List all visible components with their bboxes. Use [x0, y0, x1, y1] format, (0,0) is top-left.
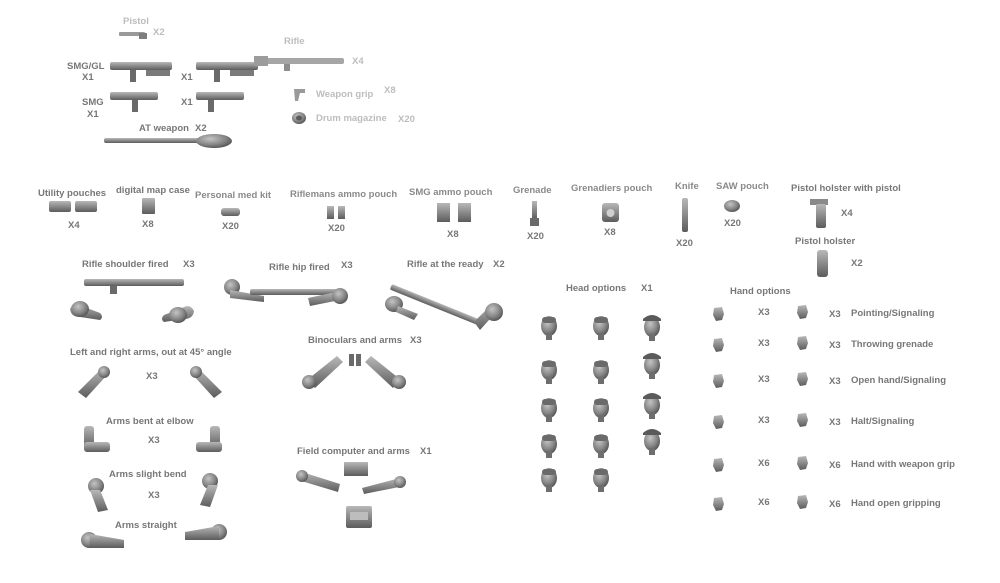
hand-part-a	[712, 496, 728, 514]
grenadiers-pouch-part	[602, 203, 620, 223]
knife-label: Knife	[675, 181, 699, 192]
heads-grid	[538, 312, 668, 498]
grenadiers-pouch-label: Grenadiers pouch	[571, 183, 653, 194]
med-kit-count: X20	[222, 221, 239, 232]
gripping-hand-icon	[712, 496, 728, 514]
rifle-shoulder-part	[70, 275, 200, 335]
hand-count-a: X3	[758, 338, 770, 349]
straight-label: Arms straight	[115, 520, 177, 531]
rifle-count: X4	[352, 56, 364, 67]
holster-part	[816, 250, 830, 278]
drum-magazine-count: X20	[398, 114, 415, 125]
hand-label: Open hand/Signaling	[851, 375, 946, 386]
hand-part-b	[796, 371, 812, 389]
slight-bend-label: Arms slight bend	[109, 469, 187, 480]
rifle-ready-label: Rifle at the ready	[407, 259, 484, 270]
pointing-hand-icon	[796, 304, 812, 322]
open-hand-icon	[712, 373, 728, 391]
utility-pouches-part	[49, 201, 99, 213]
weapon-grip-label: Weapon grip	[316, 89, 374, 100]
holster-count: X2	[851, 258, 863, 269]
at-weapon-part	[104, 133, 234, 149]
grenade-hand-icon	[712, 337, 728, 355]
grenadiers-pouch-count: X8	[604, 227, 616, 238]
map-case-part	[142, 198, 156, 215]
hand-count-a: X3	[758, 415, 770, 426]
holster-pistol-label: Pistol holster with pistol	[791, 183, 901, 194]
grip-hand-icon	[712, 457, 728, 475]
straight-left-part	[80, 530, 128, 554]
hand-count-a: X3	[758, 374, 770, 385]
binoculars-label: Binoculars and arms	[308, 335, 402, 346]
rifle-hip-count: X3	[341, 260, 353, 271]
hand-label: Throwing grenade	[851, 339, 934, 350]
smg-part-b	[196, 88, 248, 114]
hand-label: Hand with weapon grip	[851, 459, 955, 470]
heads-count: X1	[641, 283, 653, 294]
angle45-left-part	[76, 366, 110, 400]
binoculars-part	[301, 350, 407, 390]
map-case-count: X8	[142, 219, 154, 230]
bent-elbow-count: X3	[148, 435, 160, 446]
holster-label: Pistol holster	[795, 236, 856, 247]
hand-count-b: X6	[829, 499, 841, 510]
smg-gl-part-a	[110, 58, 176, 84]
open-hand-icon	[796, 371, 812, 389]
field-computer-count: X1	[420, 446, 432, 457]
hand-label: Halt/Signaling	[851, 416, 915, 427]
map-case-label: digital map case	[116, 185, 190, 196]
smg-gl-part-b	[196, 58, 262, 84]
hand-part-a	[712, 337, 728, 355]
angle45-label: Left and right arms, out at 45° angle	[70, 347, 232, 358]
grip-hand-icon	[796, 455, 812, 473]
med-kit-part	[221, 207, 241, 217]
hand-part-b	[796, 412, 812, 430]
saw-pouch-count: X20	[724, 218, 741, 229]
straight-right-part	[181, 522, 229, 546]
knife-part	[681, 198, 689, 234]
hand-part-b	[796, 335, 812, 353]
smg-count-b: X1	[181, 97, 193, 108]
utility-pouches-count: X4	[68, 220, 80, 231]
bent-elbow-left-part	[82, 424, 112, 456]
hand-label: Pointing/Signaling	[851, 308, 935, 319]
rifle-hip-part	[224, 278, 352, 318]
fist-hand-icon	[796, 412, 812, 430]
drum-magazine-label: Drum magazine	[316, 113, 387, 124]
hand-count-b: X3	[829, 309, 841, 320]
hand-count-a: X6	[758, 458, 770, 469]
riflemans-pouch-count: X20	[328, 223, 345, 234]
hands-title: Hand options	[730, 286, 791, 297]
knife-count: X20	[676, 238, 693, 249]
rifle-ready-part	[382, 274, 506, 340]
hand-count-b: X3	[829, 376, 841, 387]
bent-elbow-label: Arms bent at elbow	[106, 416, 194, 427]
hand-part-a	[712, 373, 728, 391]
at-weapon-count: X2	[195, 123, 207, 134]
drum-magazine-part	[291, 111, 307, 125]
utility-pouches-label: Utility pouches	[38, 188, 107, 199]
at-weapon-label: AT weapon	[139, 123, 189, 134]
pointing-hand-icon	[712, 306, 728, 324]
hand-count-b: X3	[829, 340, 841, 351]
field-computer-label: Field computer and arms	[297, 446, 410, 457]
pistol-count: X2	[153, 27, 165, 38]
smg-pouch-label: SMG ammo pouch	[409, 187, 493, 198]
smg-count-a: X1	[87, 109, 99, 120]
angle45-count: X3	[146, 371, 158, 382]
smg-gl-label: SMG/GL	[67, 61, 105, 72]
riflemans-pouch-part	[327, 206, 347, 220]
angle45-right-part	[190, 366, 224, 400]
slight-bend-left-part	[86, 478, 118, 514]
saw-pouch-label: SAW pouch	[716, 181, 769, 192]
heads-label: Head options	[566, 283, 627, 294]
hand-count-b: X6	[829, 460, 841, 471]
gripping-hand-icon	[796, 494, 812, 512]
hand-label: Hand open gripping	[851, 498, 941, 509]
smg-gl-count-a: X1	[82, 72, 94, 83]
weapon-grip-part	[293, 88, 307, 102]
grenade-part	[530, 201, 540, 227]
rifle-part	[254, 54, 346, 72]
smg-label: SMG	[82, 97, 104, 108]
grenade-count: X20	[527, 231, 544, 242]
hand-part-a	[712, 306, 728, 324]
rifle-ready-count: X2	[493, 259, 505, 270]
saw-pouch-part	[723, 199, 741, 213]
grenade-hand-icon	[796, 335, 812, 353]
rifle-shoulder-count: X3	[183, 259, 195, 270]
smg-pouch-part	[437, 203, 473, 223]
hand-count-a: X3	[758, 307, 770, 318]
fist-hand-icon	[712, 414, 728, 432]
hand-count-a: X6	[758, 497, 770, 508]
hand-part-b	[796, 304, 812, 322]
pistol-part	[119, 30, 151, 40]
bent-elbow-right-part	[194, 424, 224, 456]
slight-bend-right-part	[190, 473, 222, 509]
binoculars-count: X3	[410, 335, 422, 346]
hand-count-b: X3	[829, 417, 841, 428]
slight-bend-count: X3	[148, 490, 160, 501]
holster-pistol-part	[810, 199, 830, 229]
smg-gl-count-b: X1	[181, 72, 193, 83]
hand-part-a	[712, 414, 728, 432]
hand-part-b	[796, 494, 812, 512]
smg-pouch-count: X8	[447, 229, 459, 240]
pistol-label: Pistol	[123, 16, 149, 27]
hand-part-b	[796, 455, 812, 473]
med-kit-label: Personal med kit	[195, 190, 272, 201]
smg-part-a	[110, 88, 162, 114]
rifle-shoulder-label: Rifle shoulder fired	[82, 259, 169, 270]
weapon-grip-count: X8	[384, 85, 396, 96]
grenade-label: Grenade	[513, 185, 552, 196]
field-computer-part	[296, 460, 408, 530]
holster-pistol-count: X4	[841, 208, 853, 219]
rifle-label: Rifle	[284, 36, 305, 47]
rifle-hip-label: Rifle hip fired	[269, 262, 330, 273]
riflemans-pouch-label: Riflemans ammo pouch	[290, 189, 398, 200]
hand-part-a	[712, 457, 728, 475]
